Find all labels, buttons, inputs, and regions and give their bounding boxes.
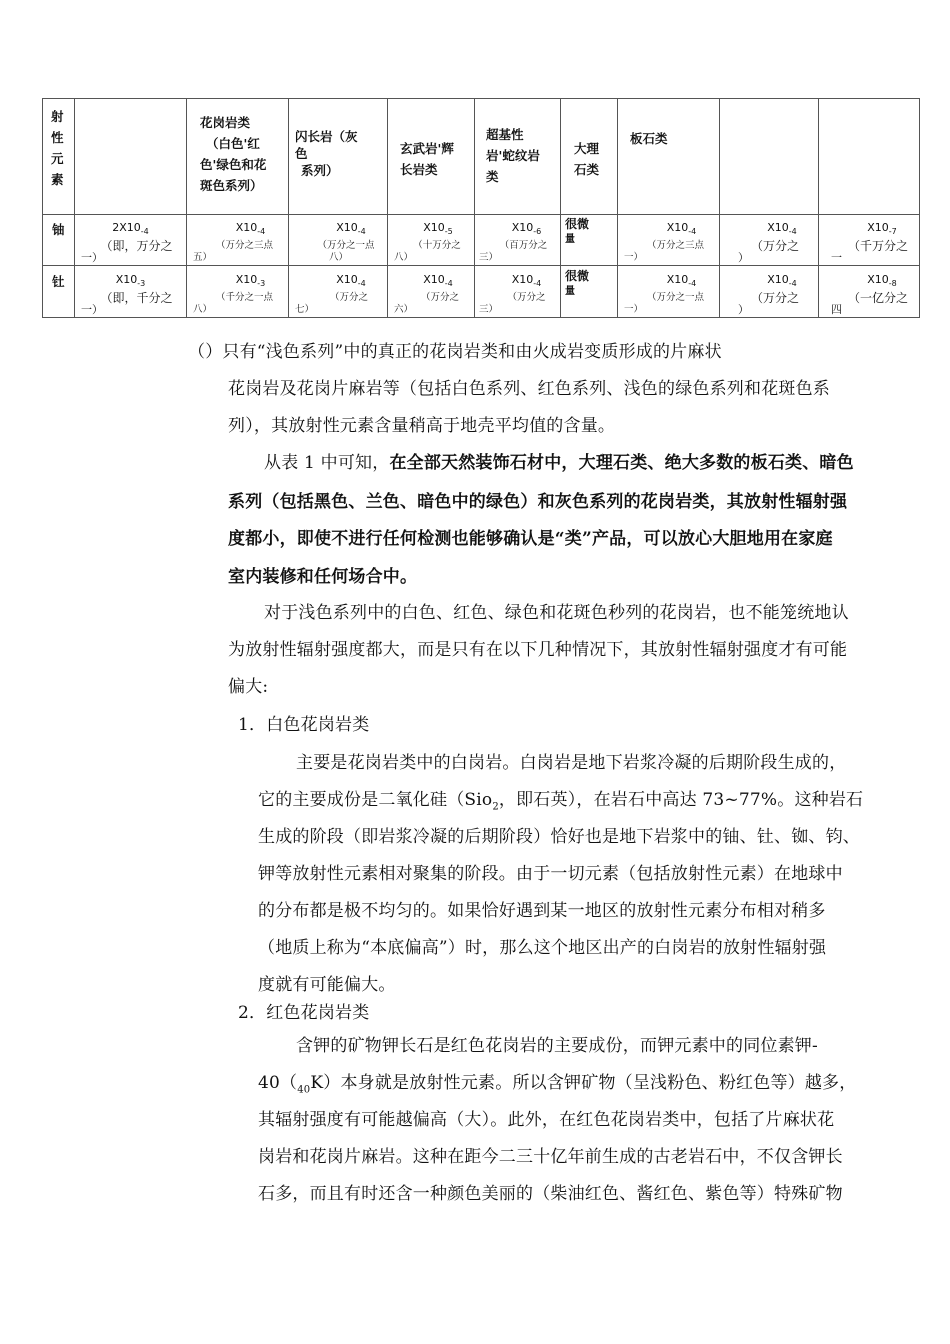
header-marble: 大理 石类	[574, 141, 600, 177]
bold-paragraph-line: 系列（包括黑色、兰色、暗色中的绿色）和灰色系列的花岗岩类，其放射性辐射强	[228, 492, 848, 512]
uranium-value-cell: $2X10_{-4}$ （即，万分之 一）	[81, 221, 173, 265]
paragraph-line	[264, 446, 854, 480]
paragraph-line: 含钾的矿物钾长石是红色花岗岩的主要成份，而钾元素中的同位素钾-	[296, 1036, 818, 1056]
header-basalt: 玄武岩'辉 长岩类	[400, 141, 454, 177]
thorium-value-cell: $X10_{-4}$ （万分之 七）	[295, 273, 368, 316]
paragraph-line: 的分布都是极不均匀的。如果恰好遇到某一地区的放射性元素分布相对稍多	[258, 901, 826, 921]
paragraph-line: 生成的阶段（即岩浆冷凝的后期阶段）恰好也是地下岩浆中的铀、钍、铷、钧、	[258, 827, 860, 847]
bold-paragraph-line: 度都小，即使不进行任何检测也能够确认是“类”产品，可以放心大胆地用在家庭	[228, 529, 833, 549]
paragraph-line	[258, 1066, 856, 1107]
thorium-value-cell: 很微 量	[565, 269, 590, 297]
header-element-label: 射 性 元 素	[51, 109, 64, 187]
paragraph-line: （地质上称为“本底偏高”）时，那么这个地区出产的白岗岩的放射性辐射强	[258, 938, 827, 958]
subscript: 2	[492, 801, 499, 813]
paragraph-line: （）只有“浅色系列”中的真正的花岗岩类和由火成岩变质形成的片麻状	[188, 342, 722, 362]
paragraph-line: 钾等放射性元素相对聚集的阶段。由于一切元素（包括放射性元素）在地球中	[258, 864, 843, 884]
uranium-value-cell: $X10_{-6}$ （百万分之 三）	[479, 221, 548, 264]
uranium-value-cell: $X10_{-4}$ （万分之三点 一）	[624, 221, 704, 264]
uranium-value-cell: $X10_{-5}$ （十万分之 八）	[394, 221, 461, 264]
paragraph-line: 岗岩和花岗片麻岩。这种在距今二三十亿年前生成的古老岩石中，不仅含钾长	[258, 1147, 843, 1167]
bold-text: 在全部天然装饰石材中，大理石类、绝大多数的板石类、暗色	[389, 453, 854, 473]
paragraph-line	[258, 783, 863, 824]
paragraph-line: 对于浅色系列中的白色、红色、绿色和花斑色秒列的花岗岩，也不能笼统地认	[264, 603, 849, 623]
header-granite: 花岗岩类 （白色'红 色'绿色和花 斑色系列）	[200, 115, 267, 193]
thorium-value-cell: $X10_{-8}$ （一亿分之 四	[831, 273, 908, 317]
paragraph-line: 度就有可能偏大。	[258, 975, 396, 995]
paragraph-line: 石多，而且有时还含一种颜色美丽的（柴油红色、酱红色、紫色等）特殊矿物	[258, 1184, 843, 1204]
paragraph-line: 偏大:	[228, 677, 269, 697]
plain-text: 它的主要成份是二氧化硅（Sio	[258, 790, 493, 810]
plain-text: 从表 1 中可知，	[264, 453, 390, 473]
uranium-value-cell: $X10_{-4}$ （万分之一点 八）	[317, 221, 375, 264]
plain-text: ，即石英），在岩石中高达 73~77%。这种岩石	[498, 790, 864, 810]
section-heading: 1．白色花岗岩类	[238, 715, 370, 735]
paragraph-line: 花岗岩及花岗片麻岩等（包括白色系列、红色系列、浅色的绿色系列和花斑色系	[228, 379, 830, 399]
thorium-value-cell: $X10_{-4}$ （万分之 ）	[738, 273, 799, 317]
plain-text: K）本身就是放射性元素。所以含钾矿物（呈浅粉色、粉红色等）越多，	[310, 1073, 857, 1093]
uranium-value-cell: $X10_{-4}$ （万分之三点 五）	[193, 221, 273, 264]
row-label-uranium: 铀	[52, 222, 65, 237]
uranium-value-cell: $X10_{-7}$ （千万分之 一	[831, 221, 908, 265]
thorium-value-cell: $X10_{-4}$ （万分之 六）	[394, 273, 459, 316]
uranium-value-cell: 很微 量	[565, 217, 590, 245]
header-ultrabasic: 超基性 岩'蛇纹岩 类	[486, 127, 540, 184]
header-slate: 板石类	[630, 131, 668, 146]
plain-text: 40（	[258, 1073, 298, 1093]
row-label-thorium: 钍	[52, 274, 65, 289]
header-diorite: 闪长岩（灰 色 系列）	[295, 129, 358, 178]
paragraph-line: 其辐射强度有可能越偏高（大）。此外，在红色花岗岩类中，包括了片麻状花	[258, 1110, 835, 1130]
thorium-value-cell: $X10_{-3}$ （即，千分之 一）	[81, 273, 173, 317]
thorium-value-cell: $X10_{-4}$ （万分之 三）	[479, 273, 546, 316]
uranium-value-cell: $X10_{-4}$ （万分之 ）	[738, 221, 799, 265]
radioactivity-table	[42, 98, 920, 318]
thorium-value-cell: $X10_{-4}$ （万分之一点 一）	[624, 273, 704, 316]
thorium-value-cell: $X10_{-3}$ （千分之一点 八）	[193, 273, 273, 316]
paragraph-line: 为放射性辐射强度都大，而是只有在以下几种情况下，其放射性辐射强度才有可能	[228, 640, 848, 660]
bold-paragraph-line: 室内装修和任何场合中。	[228, 567, 418, 587]
subscript: 40	[297, 1084, 311, 1096]
paragraph-line: 列），其放射性元素含量稍高于地壳平均值的含量。	[228, 416, 616, 436]
paragraph-line: 主要是花岗岩类中的白岗岩。白岗岩是地下岩浆冷凝的后期阶段生成的，	[296, 753, 847, 773]
section-heading: 2．红色花岗岩类	[238, 1003, 370, 1023]
